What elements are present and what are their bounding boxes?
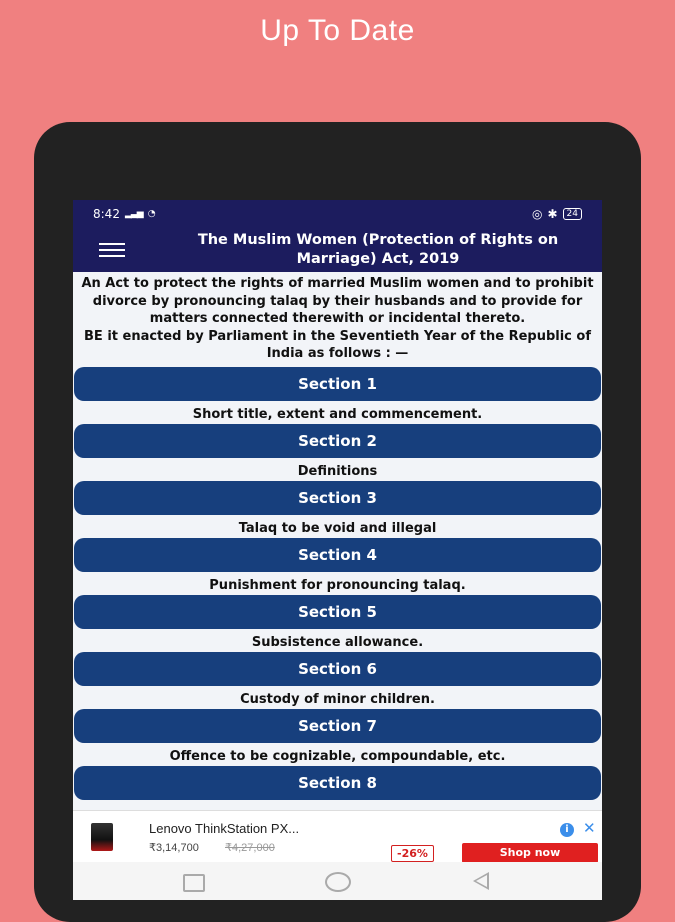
section-7-description: Offence to be cognizable, compoundable, etc. (169, 748, 506, 764)
product-image[interactable] (91, 823, 113, 851)
act-content (73, 272, 602, 800)
ad-info-icon[interactable]: i (560, 823, 574, 837)
section-4-button[interactable]: Section 4 (74, 538, 601, 572)
act-preamble (73, 275, 602, 363)
status-bar (73, 200, 602, 228)
home-icon[interactable] (325, 872, 351, 892)
section-7-button[interactable]: Section 7 (74, 709, 601, 743)
app-screen (73, 200, 602, 900)
ad-banner[interactable] (73, 810, 602, 863)
app-title: The Muslim Women (Protection of Rights on Marriage) Act, 2019 (197, 232, 559, 267)
preamble-text: An Act to protect the rights of married Muslim women and to prohibit divorce by pronouncing talaq by their husbands and to provide for matters connected therewith or incidental thereto. (81, 276, 594, 326)
section-3-description: Talaq to be void and illegal (238, 520, 437, 536)
ad-discount-badge: -26% (391, 845, 434, 862)
bluetooth-icon: ✱ (547, 207, 558, 221)
hamburger-menu-icon[interactable] (99, 243, 125, 257)
app-bar (73, 228, 602, 272)
section-4-description: Punishment for pronouncing talaq. (209, 577, 466, 593)
section-2-button[interactable]: Section 2 (74, 424, 601, 458)
section-8-button[interactable]: Section 8 (74, 766, 601, 800)
section-3-button[interactable]: Section 3 (74, 481, 601, 515)
ad-close-icon[interactable]: ✕ (583, 819, 596, 837)
section-5-button[interactable]: Section 5 (74, 595, 601, 629)
wifi-icon: ◔ (147, 209, 155, 219)
enactment-text: BE it enacted by Parliament in the Seventieth Year of the Republic of India as follows : — (84, 328, 591, 361)
ad-old-price: ₹4,27,000 (225, 842, 275, 854)
signal-icon: ▂▃▅ (124, 209, 143, 219)
shop-now-button[interactable]: Shop now (462, 843, 598, 863)
section-6-description: Custody of minor children. (240, 691, 435, 707)
battery-icon: 24 (563, 208, 582, 220)
promo-title: Up To Date (260, 14, 415, 47)
ad-product-name[interactable]: Lenovo ThinkStation PX... (149, 821, 300, 836)
recents-icon[interactable] (183, 874, 205, 892)
section-6-button[interactable]: Section 6 (74, 652, 601, 686)
status-time: 8:42 (93, 207, 120, 221)
back-icon[interactable] (473, 872, 489, 890)
section-1-button[interactable]: Section 1 (74, 367, 601, 401)
system-nav-bar (73, 862, 602, 900)
alarm-icon: ◎ (532, 207, 543, 221)
section-5-description: Subsistence allowance. (251, 634, 424, 650)
section-2-description: Definitions (297, 463, 378, 479)
section-1-description: Short title, extent and commencement. (192, 406, 483, 422)
ad-price: ₹3,14,700 (149, 842, 199, 854)
